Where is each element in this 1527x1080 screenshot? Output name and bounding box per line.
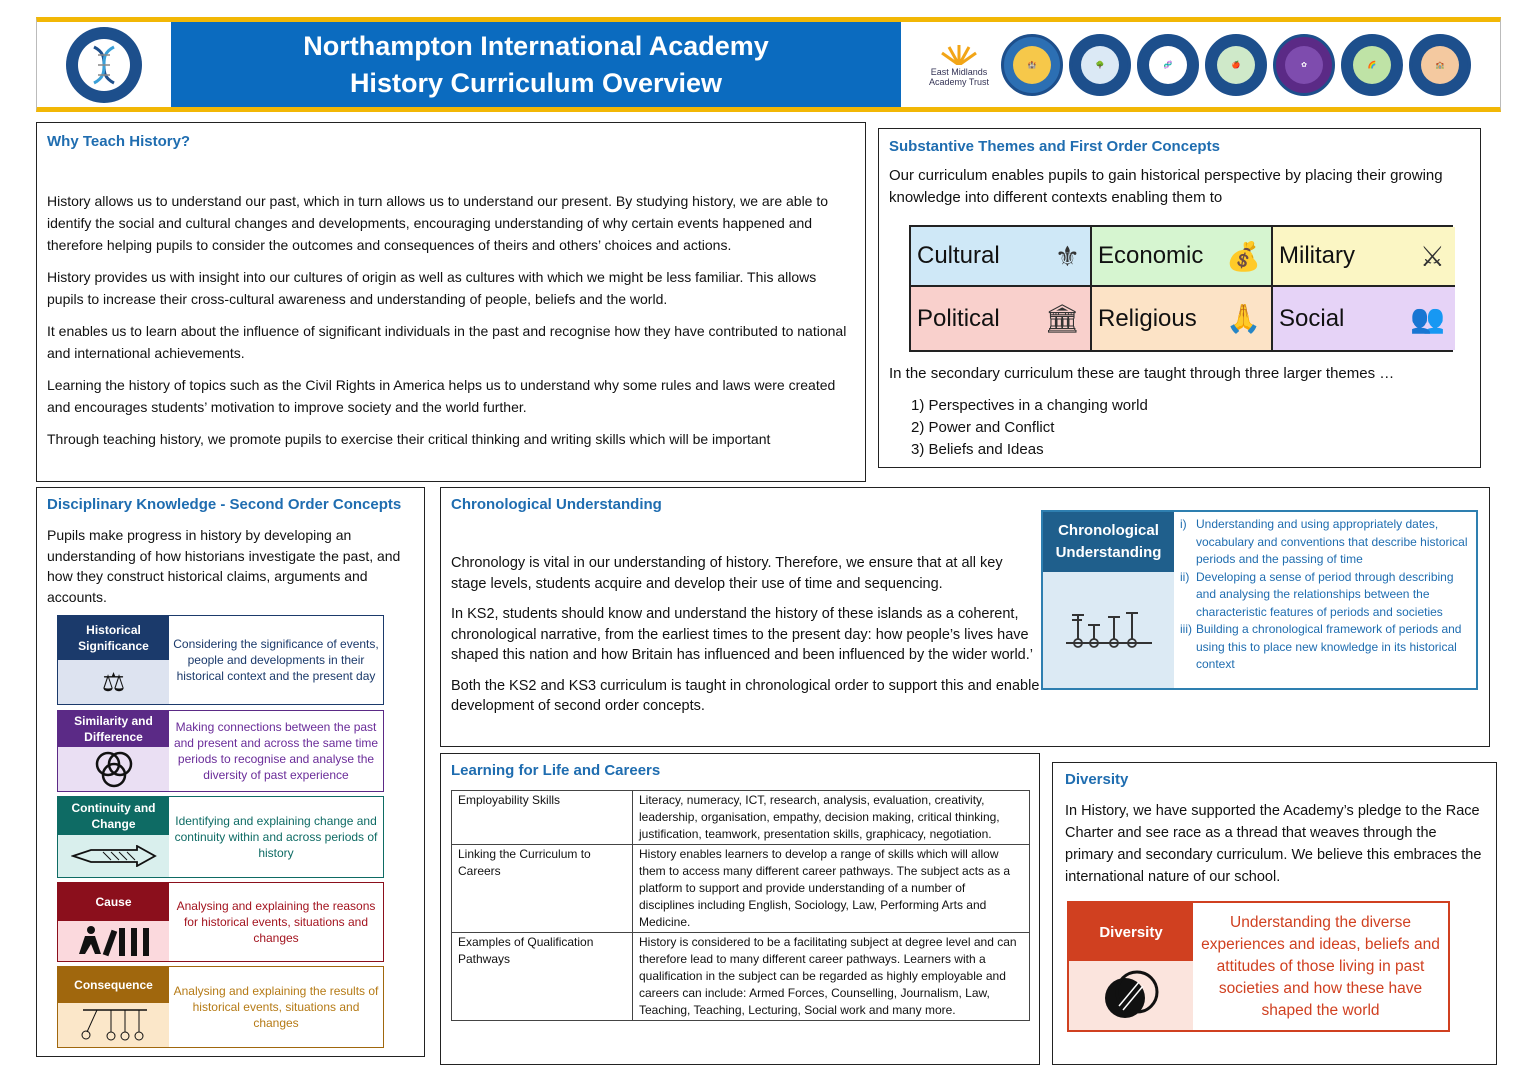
simpson-avenue-academy-badge xyxy=(1409,34,1471,96)
why-teach-history-panel xyxy=(36,122,866,482)
theme-label: Cultural xyxy=(917,242,1000,269)
theme-religious xyxy=(1092,287,1273,350)
disciplinary-knowledge-panel xyxy=(36,487,425,1057)
disciplinary-intro: Pupils make progress in history by developing an understanding of how historians investigate the past, and how they construct historical claims, arguments and accounts. xyxy=(47,527,401,605)
why-paragraph: History allows us to understand our past, which in turn allows us to understand our present. By studying history, we are able to identify the social and cultural changes and developments, encouraging understanding of why certain events happened and therefore helping pupils to consider the outcomes and consequences of theirs and others’ choices and actions. xyxy=(47,193,829,253)
castle-icon: 🏰 xyxy=(1013,46,1051,84)
diversity-text: In History, we have supported the Academy’s pledge to the Race Charter and see race as a thread that weaves through the primary and secondary curriculum. We believe this embraces the international nature of our school. xyxy=(1065,803,1482,885)
diversity-title: Diversity xyxy=(1065,771,1129,788)
tree-icon: 🌳 xyxy=(1081,46,1119,84)
concept-name: Continuity and Change xyxy=(58,797,169,835)
chrono-item-num: iii) xyxy=(1180,622,1192,636)
theme-label: Religious xyxy=(1098,304,1197,332)
header-title-line2: History Curriculum Overview xyxy=(349,67,723,98)
concept-desc: Analysing and explaining the reasons for historical events, situations and changes xyxy=(176,899,376,945)
concept-desc: Identifying and explaining change and continuity within and across periods of history xyxy=(174,814,378,860)
praying-hands-icon: 🙏 xyxy=(1226,303,1261,334)
header-title xyxy=(171,22,901,107)
dna-icon: 🧬 xyxy=(1149,46,1187,84)
careers-text: History is considered to be a facilitating subject at degree level and can therefore lead to many different career pathways. Learners with a qualification in the subject can be regarded as highly employable and careers can include: Armed Forces, Counselling, Journalism, Law, Teaching, Teaching, Lecturing, Social work and many more. xyxy=(633,933,1030,1021)
arrow-icon xyxy=(58,835,169,877)
theme-political xyxy=(911,287,1092,350)
overlapping-circles-icon xyxy=(1069,961,1193,1030)
chrono-item-num: i) xyxy=(1180,517,1187,531)
shield-sword-icon: ⚔ xyxy=(1419,240,1445,272)
theme-label: Social xyxy=(1279,304,1345,332)
venn-icon xyxy=(58,747,169,791)
chrono-item-text: Developing a sense of period through describing and analysing the relationships between the characteristic features of periods and societies xyxy=(1196,569,1454,619)
government-globe-icon: 🏛 xyxy=(1044,303,1080,334)
careers-label: Examples of Qualification Pathways xyxy=(452,933,633,1021)
concept-historical-significance xyxy=(57,615,384,705)
timeline-icon xyxy=(1043,572,1174,688)
concept-name: Consequence xyxy=(58,967,169,1003)
shepherdswell-academy-badge xyxy=(1341,34,1403,96)
chrono-item xyxy=(1180,516,1470,569)
concept-desc: Analysing and explaining the results of historical events, situations and changes xyxy=(173,984,379,1030)
substantive-themes-panel xyxy=(878,128,1481,468)
concept-desc: Making connections between the past and present and across the same time periods to recognise and analyse the diversity of past experience xyxy=(173,720,379,782)
castle-academy-badge xyxy=(1001,34,1063,96)
chrono-title: Chronological Understanding xyxy=(451,496,662,513)
diversity-box-label: Diversity xyxy=(1069,903,1193,961)
trust-logo xyxy=(925,43,993,87)
larger-themes-list xyxy=(911,395,1148,461)
concept-similarity-difference xyxy=(57,710,384,792)
pendulum-icon xyxy=(58,1003,169,1047)
apple-tree-icon: 🍎 xyxy=(1217,46,1255,84)
orchard-academy-badge xyxy=(1205,34,1267,96)
chronological-understanding-panel xyxy=(440,487,1490,747)
careers-text: History enables learners to develop a range of skills which will allow them to access many different career pathways. The subject acts as a platform to support and provide understanding of a number of disciplines including English, Sociology, Law, Performing Arts and Medicine. xyxy=(633,845,1030,933)
why-paragraph: Through teaching history, we promote pupils to exercise their critical thinking and writing skills which will be important xyxy=(47,431,771,447)
chrono-item-num: ii) xyxy=(1180,569,1190,584)
page-header xyxy=(36,17,1501,112)
chrono-box-list xyxy=(1174,512,1476,688)
trust-name: East Midlands Academy Trust xyxy=(928,66,990,87)
disciplinary-title: Disciplinary Knowledge - Second Order Concepts xyxy=(47,496,402,513)
secondary-text: In the secondary curriculum these are taught through three larger themes … xyxy=(889,365,1395,382)
rose-icon: ✿ xyxy=(1285,46,1323,84)
why-paragraph: It enables us to learn about the influence of significant individuals in the past and recognise how they have contributed to national and international achievements. xyxy=(47,323,847,361)
theme-label: Military xyxy=(1279,242,1355,269)
theme-social xyxy=(1273,287,1455,350)
chrono-body xyxy=(451,553,1041,717)
careers-table xyxy=(451,790,1030,1021)
careers-label: Employability Skills xyxy=(452,791,633,845)
prince-william-school-badge xyxy=(1273,34,1335,96)
trust-logos xyxy=(901,22,1501,107)
diversity-box xyxy=(1067,901,1450,1032)
concept-cause xyxy=(57,882,384,962)
larger-theme-item: 1) Perspectives in a changing world xyxy=(911,397,1148,414)
academy-logo xyxy=(37,22,171,107)
careers-panel xyxy=(440,753,1040,1065)
careers-text: Literacy, numeracy, ICT, research, analysis, evaluation, creativity, leadership, organisation, empathy, decision making, critical thinking, justification, teamwork, presentation skills, graphicacy, negotiation. xyxy=(633,791,1030,845)
why-paragraph: History provides us with insight into our cultures of origin as well as cultures with which we might be less familiar. This allows pupils to increase their cross-cultural awareness and understanding of people, beliefs and the world. xyxy=(47,269,817,307)
concept-desc: Considering the significance of events, people and developments in their historical context and the present day xyxy=(173,637,379,683)
why-body xyxy=(47,190,855,450)
theme-label: Political xyxy=(917,304,1000,332)
substantive-intro: Our curriculum enables pupils to gain historical perspective by placing their growing knowledge into different contexts enabling them to xyxy=(889,167,1443,206)
hardingstone-academy-badge xyxy=(1069,34,1131,96)
chrono-item xyxy=(1180,621,1470,674)
dominoes-icon xyxy=(58,921,169,961)
concept-name: Cause xyxy=(58,883,169,921)
chrono-item-text: Understanding and using appropriately dates, vocabulary and conventions that describe historical periods and the passing of time xyxy=(1196,517,1468,566)
concept-continuity-change xyxy=(57,796,384,878)
table-row xyxy=(452,845,1030,933)
diversity-box-text: Understanding the diverse experiences and ideas, beliefs and attitudes of those living in past societies and how these have shaped the world xyxy=(1201,913,1440,1019)
school-building-icon: 🏫 xyxy=(1421,46,1459,84)
concept-name: Historical Significance xyxy=(58,616,169,660)
academy-logo-icon xyxy=(64,25,144,105)
careers-label: Linking the Curriculum to Careers xyxy=(452,845,633,933)
sunburst-icon xyxy=(939,43,979,65)
coins-chart-icon: 💰 xyxy=(1226,240,1261,272)
diversity-panel xyxy=(1052,762,1497,1065)
substantive-title: Substantive Themes and First Order Concepts xyxy=(889,138,1220,155)
chrono-paragraph: Chronology is vital in our understanding of history. Therefore, we ensure that at all key stage levels, students acquire and develop their use of time and sequencing. xyxy=(451,555,1003,592)
header-title-line1: Northampton International Academy xyxy=(303,30,769,61)
theme-military xyxy=(1273,227,1455,287)
chrono-item xyxy=(1180,569,1470,622)
why-title: Why Teach History? xyxy=(47,133,191,150)
table-row xyxy=(452,933,1030,1021)
concept-consequence xyxy=(57,966,384,1048)
careers-title: Learning for Life and Careers xyxy=(451,762,661,779)
theme-economic xyxy=(1092,227,1273,287)
table-row xyxy=(452,791,1030,845)
scales-icon: ⚖ xyxy=(58,660,169,704)
northampton-academy-badge xyxy=(1137,34,1199,96)
larger-theme-item: 3) Beliefs and Ideas xyxy=(911,441,1044,458)
why-paragraph: Learning the history of topics such as the Civil Rights in America helps us to understand why some rules and laws were created and encourages students’ motivation to improve society and the world further. xyxy=(47,377,836,415)
network-people-icon: 👥 xyxy=(1410,303,1445,334)
chrono-paragraph: In KS2, students should know and understand the history of these islands as a coherent, chronological narrative, from the earliest times to the present day: how people’s lives have shaped this nation and how Britain has influenced and been influenced by the wider world.’ xyxy=(451,606,1033,663)
chrono-box-title: Chronological Understanding xyxy=(1043,512,1174,572)
concept-name: Similarity and Difference xyxy=(58,711,169,747)
chrono-summary-box xyxy=(1041,510,1478,690)
coat-of-arms-icon: ⚜ xyxy=(1054,240,1080,272)
rainbow-icon: 🌈 xyxy=(1353,46,1391,84)
theme-label: Economic xyxy=(1098,242,1204,269)
theme-cultural xyxy=(911,227,1092,287)
chrono-paragraph: Both the KS2 and KS3 curriculum is taught in chronological order to support this and enable development of second order concepts. xyxy=(451,677,1040,714)
chrono-item-text: Building a chronological framework of periods and using this to place new knowledge in its historical context xyxy=(1196,622,1462,671)
larger-theme-item: 2) Power and Conflict xyxy=(911,419,1055,436)
theme-grid xyxy=(909,225,1453,352)
